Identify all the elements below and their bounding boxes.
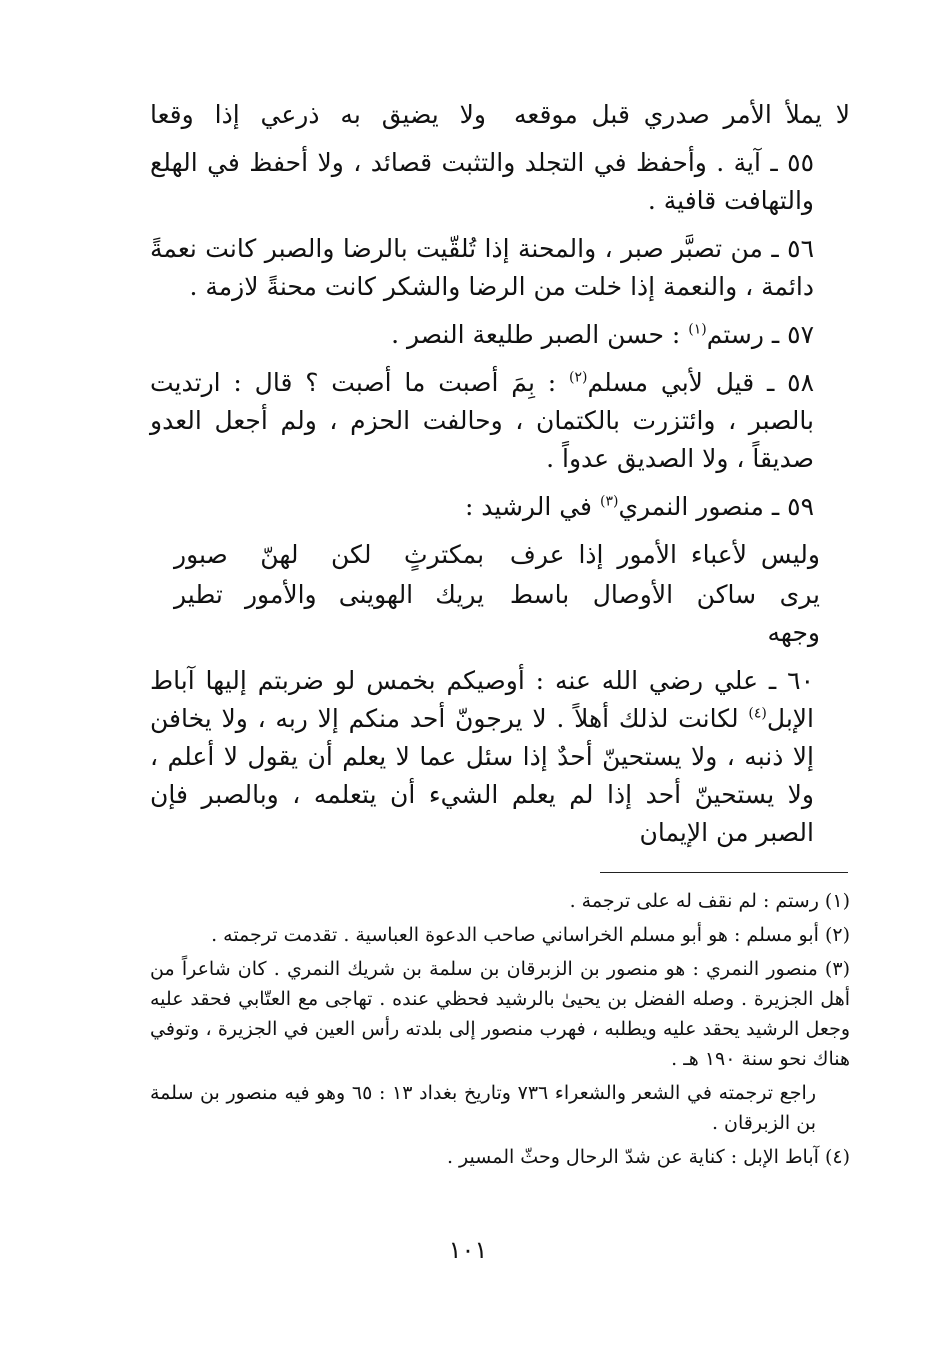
verse-hemistich-left: يريك الهوينى والأمور تطير <box>174 580 485 609</box>
footnotes <box>150 886 850 1176</box>
paragraph-60 <box>150 662 850 852</box>
verse-hemistich-left: بمكترثٍ لكن لهنّ صبور <box>174 540 485 569</box>
paragraph-59-text-a: ٥٩ ـ منصور النمري <box>618 492 814 521</box>
verse-line-1 <box>150 96 850 134</box>
verse-line-2 <box>150 536 850 574</box>
paragraph-57-text-b: : حسن الصبر طليعة النصر . <box>391 320 689 349</box>
paragraph-57-text-a: ٥٧ ـ رستم <box>706 320 814 349</box>
paragraph-60-text-a: ٦٠ ـ علي رضي الله عنه : أوصيكم بخمس لو ضربتم إليها آباط الإبل <box>150 666 814 733</box>
verse-hemistich-right: لا يملأ الأمر صدري قبل موقعه <box>514 100 850 129</box>
paragraph-59 <box>150 488 850 526</box>
footnote-3: (٣) منصور النمري : هو منصور بن الزبرقان بن سلمة بن شريك النمري . كان شاعراً من أهل الجزيرة . وصله الفضل بن يحيىٰ بالرشيد فحظي عنده . تهاجى مع العتّابي فحقد عليه وجعل الرشيد يحقد عليه ويطلبه ، فهرب منصور إلى بلدته رأس العين في الجزيرة ، وتوفي هناك نحو سنة ١٩٠ هـ . <box>150 958 850 1070</box>
footnote-ref-1: (١) <box>688 321 707 338</box>
paragraph-57 <box>150 316 850 354</box>
paragraph-58 <box>150 364 850 478</box>
footnote-4: (٤) آباط الإبل : كناية عن شدّ الرحال وحثّ المسير . <box>446 1146 850 1168</box>
paragraph-56: ٥٦ ـ من تصبَّر صبر ، والمحنة إذا تُلقّيت بالرضا والصبر كانت نعمةً دائمة ، والنعمة إذا خلت من الرضا والشكر كانت محنةً لازمة . <box>150 234 814 301</box>
page-number: ١٠١ <box>448 1236 488 1264</box>
footnote-2: (٢) أبو مسلم : هو أبو مسلم الخراساني صاحب الدعوة العباسية . تقدمت ترجمته . <box>211 924 850 946</box>
paragraph-55: ٥٥ ـ آية . وأحفظ في التجلد والتثبت قصائد ، ولا أحفظ في الهلع والتهافت قافية . <box>150 148 814 215</box>
footnote-ref-3: (٣) <box>599 493 619 510</box>
verse-hemistich-left: ولا يضيق به ذرعي إذا وقعا <box>150 100 486 129</box>
footnote-ref-4: (٤) <box>748 705 767 722</box>
footnote-separator <box>600 872 848 873</box>
verse-hemistich-right: وليس لأعباء الأمور إذا عرف <box>509 540 820 569</box>
paragraph-59-text-b: في الرشيد : <box>464 492 600 521</box>
main-text <box>150 96 850 862</box>
paragraph-60-text-b: لكانت لذلك أهلاً . لا يرجونّ أحد منكم إلا ربه ، ولا يخافن إلا ذنبه ، ولا يستحينّ أحدٌ إذا سئل عما لا يعلم أن يقول لا أعلم ، ولا يستحينّ أحد إذا لم يعلم الشيء أن يتعلمه ، وبالصبر فإن الصبر من الإيمان <box>150 704 814 847</box>
paragraph-58-text-b: : بِمَ أصبت ما أصبت ؟ قال : ارتديت بالصبر ، وائتزرت بالكتمان ، وحالفت الحزم ، ولم أجعل العدو صديقاً ، ولا الصديق عدواً . <box>150 368 814 473</box>
paragraph-58-text-a: ٥٨ ـ قيل لأبي مسلم <box>587 368 814 397</box>
footnote-3-continuation: راجع ترجمته في الشعر والشعراء ٧٣٦ وتاريخ بغداد ١٣ : ٦٥ وهو فيه منصور بن سلمة بن الزبرقان . <box>150 1082 816 1134</box>
footnote-ref-2: (٢) <box>568 369 588 386</box>
verse-line-3 <box>150 576 850 652</box>
footnote-1: (١) رستم : لم نقف له على ترجمة . <box>569 890 850 912</box>
verse-hemistich-right: يرى ساكن الأوصال باسط وجهه <box>509 580 820 647</box>
